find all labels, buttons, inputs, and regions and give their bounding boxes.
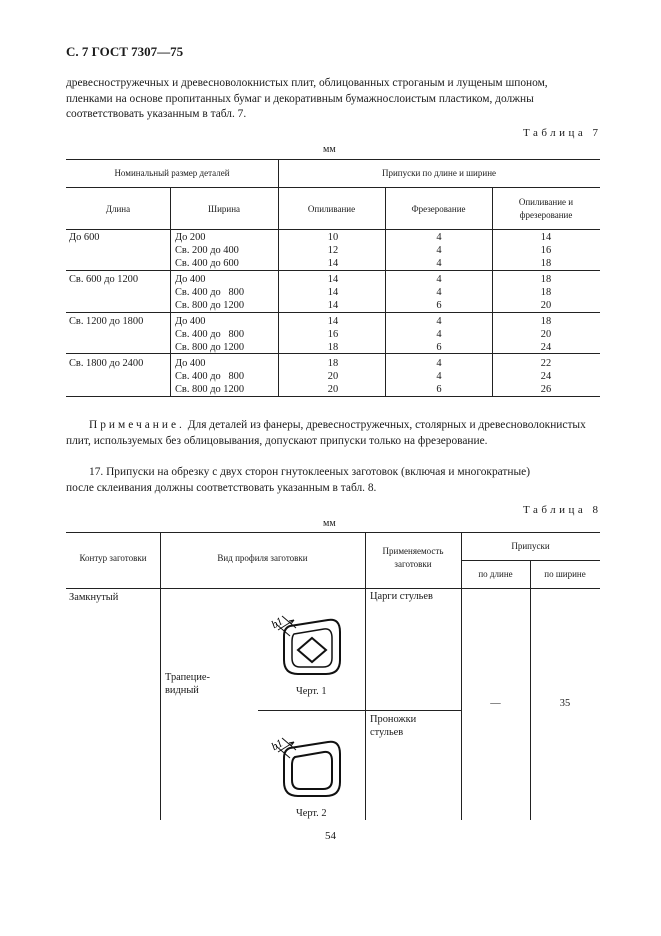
value: 4 xyxy=(436,274,442,285)
value: 16 xyxy=(540,245,552,256)
value: 14 xyxy=(327,258,339,269)
value: 12 xyxy=(327,245,339,256)
table8-col-profile: Вид профиля заготовки xyxy=(217,553,308,563)
width-cell xyxy=(175,357,244,396)
width-cell xyxy=(175,315,244,354)
table7-unit: мм xyxy=(323,144,336,155)
header-line: Опиливание и xyxy=(518,197,574,207)
applicability-line: Проножки xyxy=(370,714,417,725)
saw-cell xyxy=(318,231,348,270)
value: 4 xyxy=(436,287,442,298)
value: 18 xyxy=(327,342,339,353)
note-label: Примечание. xyxy=(89,419,185,431)
value: 20 xyxy=(540,300,552,311)
table7-col-mill: Фрезерование xyxy=(411,204,466,214)
width-value: Св. 800 до 1200 xyxy=(175,342,245,353)
intro-line: древесностружечных и древесноволокнистых плит, облицованных строганым и лущеным шпоном, xyxy=(66,77,548,89)
table8-caption: Таблица 8 xyxy=(523,504,602,516)
length-cell: Св. 600 до 1200 xyxy=(69,274,139,285)
mill-cell xyxy=(424,231,454,270)
table8-col-contour: Контур заготовки xyxy=(79,553,147,563)
table7-col-length: Длина xyxy=(105,204,131,214)
table8-col-applicability xyxy=(365,545,461,571)
saw-cell xyxy=(318,315,348,354)
value: 24 xyxy=(540,342,552,353)
mill-cell xyxy=(424,357,454,396)
both-cell xyxy=(531,273,561,312)
both-cell xyxy=(531,357,561,396)
contour-cell: Замкнутый xyxy=(69,592,119,603)
both-cell xyxy=(531,231,561,270)
width-cell xyxy=(175,231,239,270)
width-value: Св. 800 до 1200 xyxy=(175,300,245,311)
width-value: До 400 xyxy=(175,316,206,327)
dimension-label: b1 xyxy=(269,615,286,632)
length-cell: Св. 1800 до 2400 xyxy=(69,358,144,369)
by-length-value: — xyxy=(490,698,501,709)
value: 22 xyxy=(540,358,552,369)
width-value: До 400 xyxy=(175,358,206,369)
profile-line: Трапецие- xyxy=(165,672,210,683)
length-cell: До 600 xyxy=(69,232,100,243)
width-value: Св. 400 до 800 xyxy=(175,329,245,340)
profile-drawing-1 xyxy=(268,612,348,684)
dimension-label: b1 xyxy=(269,737,286,754)
note-text: плит, используемых без облицовывания, допускают припуски только на фрезерование. xyxy=(66,434,488,447)
figure-caption-2: Черт. 2 xyxy=(296,808,327,819)
profile-line: видный xyxy=(165,685,199,696)
value: 24 xyxy=(540,371,552,382)
value: 18 xyxy=(540,316,552,327)
value: 18 xyxy=(540,287,552,298)
value: 4 xyxy=(436,329,442,340)
width-value: До 200 xyxy=(175,232,206,243)
width-value: Св. 800 до 1200 xyxy=(175,384,245,395)
value: 18 xyxy=(327,358,339,369)
value: 20 xyxy=(540,329,552,340)
value: 18 xyxy=(540,274,552,285)
table7-head-allowances: Припуски по длине и ширине xyxy=(381,168,497,178)
value: 4 xyxy=(436,371,442,382)
table8-col-by-width: по ширине xyxy=(544,569,586,579)
width-value: До 400 xyxy=(175,274,206,285)
table7-col-saw: Опиливание xyxy=(307,204,356,214)
mill-cell xyxy=(424,273,454,312)
profile-cell xyxy=(165,671,210,697)
table7-caption: Таблица 7 xyxy=(523,127,602,139)
width-value: Св. 400 до 600 xyxy=(175,258,239,269)
value: 26 xyxy=(540,384,552,395)
value: 14 xyxy=(327,287,339,298)
intro-line: пленками на основе пропитанных бумаг и декоративным бумажнослоистым пластиком, должны xyxy=(66,92,534,105)
table8-col-by-length: по длине xyxy=(478,569,513,579)
table7-col-width: Ширина xyxy=(207,204,241,214)
width-value: Св. 400 до 800 xyxy=(175,371,245,382)
value: 14 xyxy=(540,232,552,243)
value: 6 xyxy=(436,384,442,395)
value: 6 xyxy=(436,342,442,353)
table7-note xyxy=(66,418,600,449)
both-cell xyxy=(531,315,561,354)
value: 18 xyxy=(540,258,552,269)
profile-drawing-2 xyxy=(268,734,348,806)
intro-line: соответствовать указанным в табл. 7. xyxy=(66,108,247,120)
width-cell xyxy=(175,273,244,312)
paragraph-line: 17. Припуски на обрезку с двух сторон гнутоклееных заготовок (включая и многократные) xyxy=(89,466,530,478)
page-header: С. 7 ГОСТ 7307—75 xyxy=(66,44,184,59)
header-line: Применяемость xyxy=(382,546,444,556)
value: 4 xyxy=(436,245,442,256)
table8-unit: мм xyxy=(323,518,336,529)
value: 20 xyxy=(327,384,339,395)
saw-cell xyxy=(318,357,348,396)
value: 16 xyxy=(327,329,339,340)
length-cell: Св. 1200 до 1800 xyxy=(69,316,144,327)
applicability-line: стульев xyxy=(370,727,404,738)
page-number: 54 xyxy=(325,830,336,842)
value: 4 xyxy=(436,232,442,243)
value: 4 xyxy=(436,258,442,269)
note-text: Для деталей из фанеры, древесностружечных, столярных и древесноволокнистых xyxy=(187,419,586,431)
header-line: заготовки xyxy=(394,559,432,569)
value: 14 xyxy=(327,300,339,311)
intro-paragraph xyxy=(66,76,600,123)
figure-caption-1: Черт. 1 xyxy=(296,686,327,697)
value: 4 xyxy=(436,358,442,369)
value: 4 xyxy=(436,316,442,327)
value: 10 xyxy=(327,232,339,243)
paragraph-17 xyxy=(66,465,600,496)
applicability-cell: Царги стульев xyxy=(370,591,433,602)
width-value: Св. 200 до 400 xyxy=(175,245,239,256)
table7-col-saw-mill xyxy=(492,196,600,222)
by-width-value: 35 xyxy=(559,698,571,709)
table7-head-nominal: Номинальный размер деталей xyxy=(114,168,230,178)
value: 20 xyxy=(327,371,339,382)
header-line: фрезерование xyxy=(519,210,573,220)
saw-cell xyxy=(318,273,348,312)
value: 14 xyxy=(327,316,339,327)
paragraph-line: после склеивания должны соответствовать указанным в табл. 8. xyxy=(66,481,377,494)
mill-cell xyxy=(424,315,454,354)
table8-col-allowances: Припуски xyxy=(511,541,550,551)
width-value: Св. 400 до 800 xyxy=(175,287,245,298)
value: 14 xyxy=(327,274,339,285)
applicability-cell xyxy=(370,713,416,739)
value: 6 xyxy=(436,300,442,311)
